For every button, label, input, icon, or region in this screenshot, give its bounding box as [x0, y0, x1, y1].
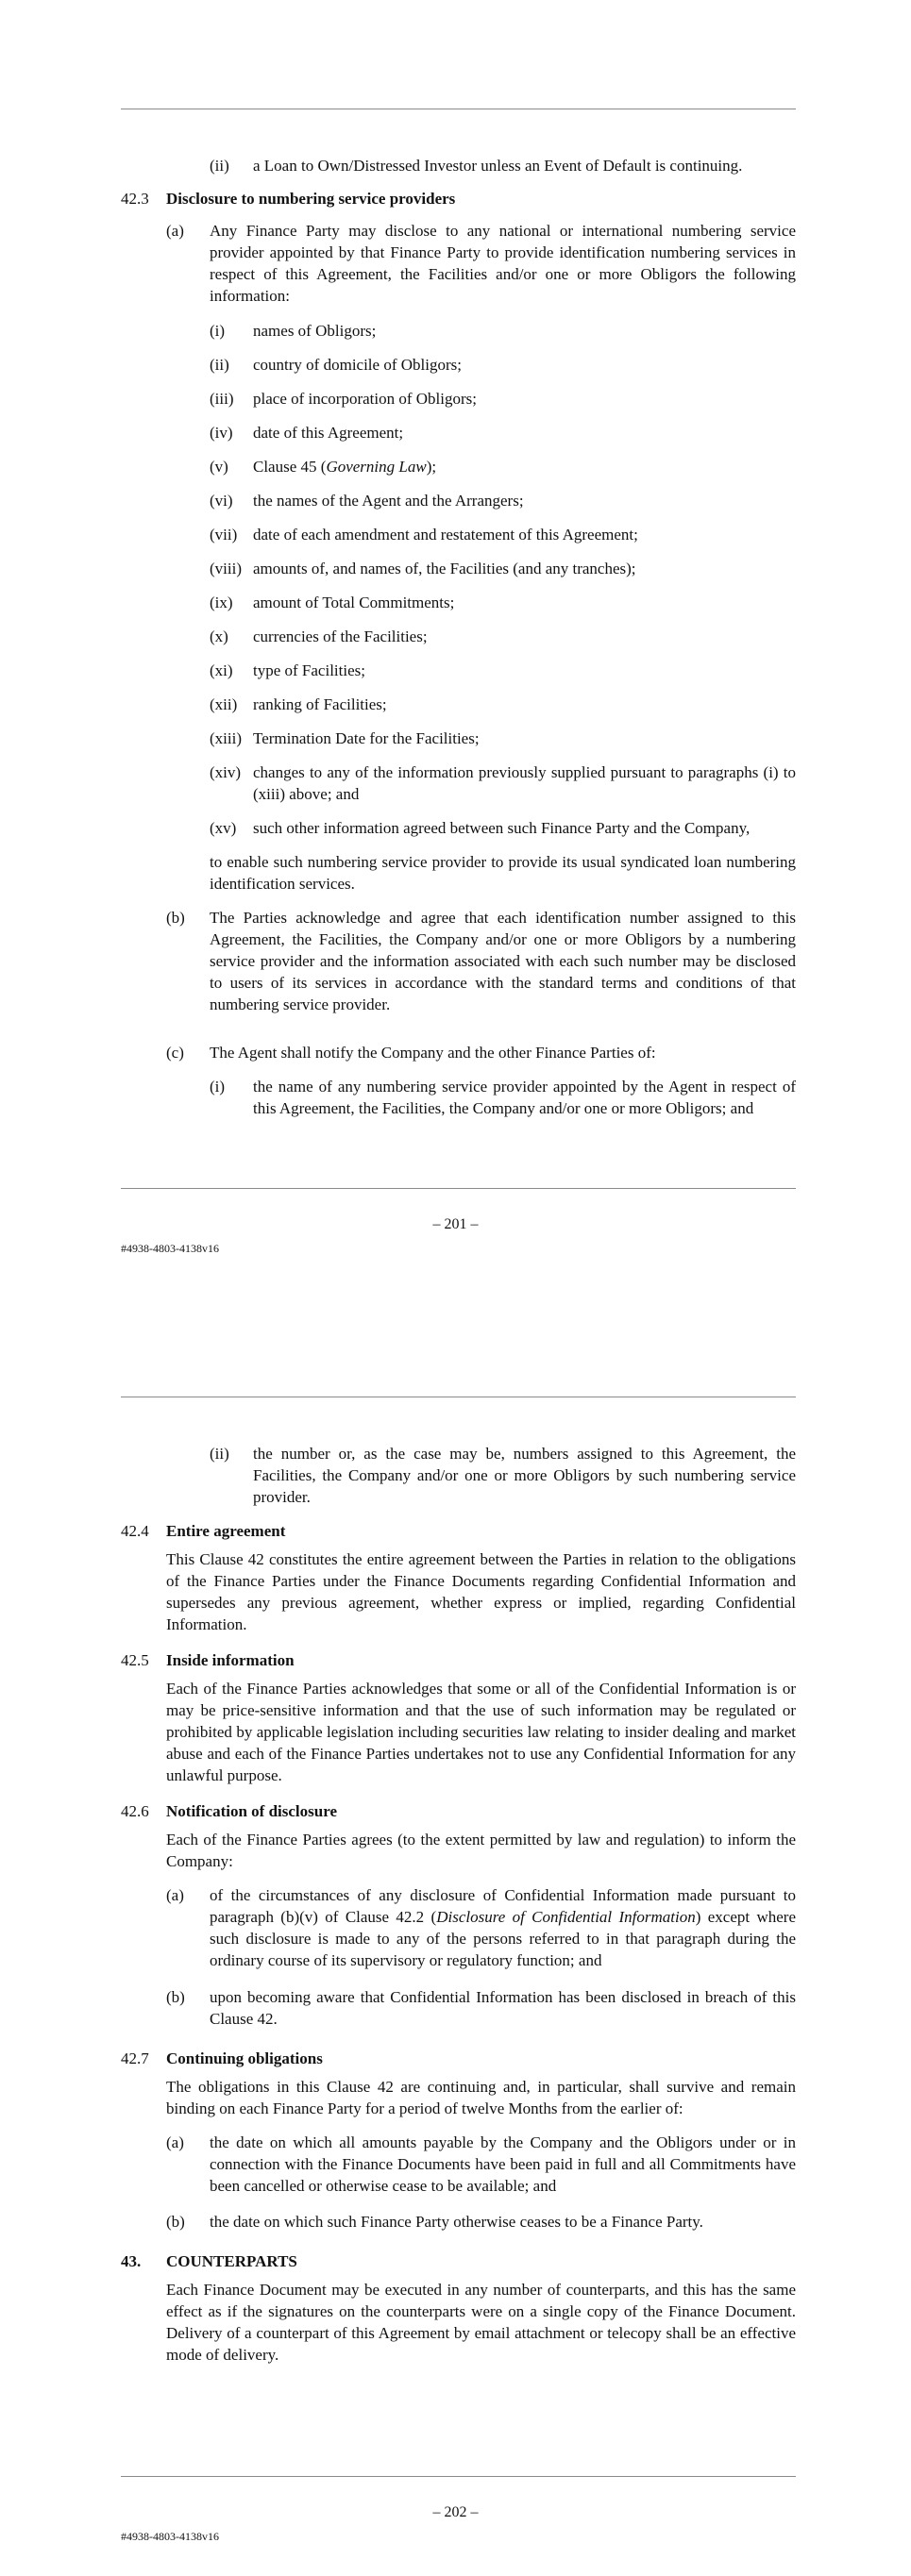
paragraph-text: of the circumstances of any disclosure of Confidential Information made pursuant to paragraph (b)(v) of Clause 42.2 (Disclosure of Confidential Information) except where such disclosure is made to any of the persons referred to in that paragraph during the ordinary course of its supervisory or regulatory function; and — [210, 1886, 796, 1969]
list-number: (xv) — [210, 819, 237, 837]
list-text: such other information agreed between such Finance Party and the Company, — [253, 819, 751, 837]
section-heading: Disclosure to numbering service providers — [166, 190, 456, 208]
section-number: 42.7 — [121, 2049, 149, 2067]
section-heading: Continuing obligations — [166, 2049, 323, 2067]
list-number: (ii) — [210, 157, 229, 175]
list-text: type of Facilities; — [253, 661, 365, 679]
paragraph-text: Any Finance Party may disclose to any national or international numbering service provider appointed by that Finance Party to provide identification numbering services in respect of this Agreement, the Facilities and/or one or more Obligors the following information: — [210, 222, 796, 305]
paragraph-text: The Agent shall notify the Company and the other Finance Parties of: — [210, 1044, 656, 1062]
section-number: 43. — [121, 2252, 142, 2270]
section-heading: Notification of disclosure — [166, 1802, 338, 1820]
list-text: amount of Total Commitments; — [253, 594, 455, 611]
list-text: a Loan to Own/Distressed Investor unless an Event of Default is continuing. — [253, 157, 743, 175]
list-text: amounts of, and names of, the Facilities (and any tranches); — [253, 560, 636, 577]
list-text: the name of any numbering service provider appointed by the Agent in respect of this Agreement, the Facilities, the Company and/or one or more Obligors; and — [253, 1078, 796, 1117]
list-number: (i) — [210, 1078, 226, 1096]
paragraph-number: (c) — [166, 1044, 184, 1062]
document-reference: #4938-4803-4138v16 — [121, 1242, 219, 1255]
paragraph-number: (b) — [166, 1988, 185, 2006]
list-number: (viii) — [210, 560, 242, 577]
section-heading: Entire agreement — [166, 1522, 286, 1540]
paragraph-number: (a) — [166, 1886, 184, 1904]
footer-rule — [121, 2476, 796, 2477]
paragraph-text: The Parties acknowledge and agree that each identification number assigned to this Agreement, the Facilities, the Company and/or one or more Obligors by a numbering service provider and the information associated with each such number may be disclosed to users of its services in accordance with the standard terms and conditions of that numbering service provider. — [210, 909, 796, 1013]
list-number: (iii) — [210, 390, 234, 408]
list-text: names of Obligors; — [253, 322, 377, 340]
list-number: (ii) — [210, 356, 229, 374]
list-number: (xiv) — [210, 763, 242, 781]
list-text: Clause 45 (Governing Law); — [253, 458, 437, 476]
list-text: the number or, as the case may be, numbers assigned to this Agreement, the Facilities, the Company and/or one or more Obligors by such numbering service provider. — [253, 1445, 796, 1506]
section-number: 42.3 — [121, 190, 149, 208]
paragraph-number: (b) — [166, 909, 185, 927]
section-heading: Inside information — [166, 1651, 295, 1669]
paragraph-text: the date on which all amounts payable by the Company and the Obligors under or in connection with the Finance Documents have been paid in full and all Commitments have been cancelled or otherwise cease to be available; and — [210, 2133, 796, 2195]
paragraph-text: Each of the Finance Parties acknowledges that some or all of the Confidential Information is or may be price-sensitive information and that the use of such information may be regulated or prohibited by applicable legislation including securities law relating to insider dealing and market abuse and each of the Finance Parties undertakes not to use any Confidential Information for any unlawful purpose. — [166, 1680, 796, 1784]
paragraph-number: (b) — [166, 2213, 185, 2231]
paragraph-text: This Clause 42 constitutes the entire agreement between the Parties in relation to the obligations of the Finance Parties under the Finance Documents regarding Confidential Information and supersedes any previous agreement, whether express or implied, regarding Confidential Information. — [166, 1550, 796, 1633]
paragraph-text: to enable such numbering service provider to provide its usual syndicated loan numbering identification services. — [210, 853, 796, 893]
paragraph-text: Each of the Finance Parties agrees (to the extent permitted by law and regulation) to inform the Company: — [166, 1831, 796, 1870]
list-number: (x) — [210, 627, 228, 645]
list-number: (xii) — [210, 695, 238, 713]
page-number: – 201 – — [432, 1216, 479, 1232]
section-heading: COUNTERPARTS — [166, 2252, 297, 2270]
list-number: (vi) — [210, 492, 233, 510]
list-number: (iv) — [210, 424, 233, 442]
section-number: 42.5 — [121, 1651, 149, 1669]
list-text: the names of the Agent and the Arrangers; — [253, 492, 524, 510]
list-number: (i) — [210, 322, 226, 340]
paragraph-text: Each Finance Document may be executed in any number of counterparts, and this has the same effect as if the signatures on the counterparts were on a single copy of the Finance Document. Delivery of a counterpart of this Agreement by email attachment or telecopy shall be an effective mode of delivery. — [166, 2281, 796, 2364]
paragraph-text: the date on which such Finance Party otherwise ceases to be a Finance Party. — [210, 2213, 703, 2231]
footer-rule — [121, 1188, 796, 1189]
list-text: changes to any of the information previously supplied pursuant to paragraphs (i) to (xiii) above; and — [253, 763, 796, 803]
list-text: date of this Agreement; — [253, 424, 404, 442]
section-number: 42.6 — [121, 1802, 149, 1820]
list-number: (vii) — [210, 526, 238, 544]
list-text: date of each amendment and restatement of this Agreement; — [253, 526, 638, 544]
page-number: – 202 – — [432, 2504, 479, 2520]
list-number: (ix) — [210, 594, 233, 611]
list-number: (ii) — [210, 1445, 229, 1463]
paragraph-number: (a) — [166, 222, 184, 240]
list-number: (v) — [210, 458, 228, 476]
list-number: (xi) — [210, 661, 233, 679]
list-text: country of domicile of Obligors; — [253, 356, 462, 374]
list-text: currencies of the Facilities; — [253, 627, 428, 645]
list-text: ranking of Facilities; — [253, 695, 387, 713]
document-reference: #4938-4803-4138v16 — [121, 2530, 219, 2543]
list-text: Termination Date for the Facilities; — [253, 729, 480, 747]
list-text: place of incorporation of Obligors; — [253, 390, 477, 408]
section-number: 42.4 — [121, 1522, 149, 1540]
page-202 — [0, 1288, 911, 2576]
paragraph-text: The obligations in this Clause 42 are continuing and, in particular, shall survive and remain binding on each Finance Party for a period of twelve Months from the earlier of: — [166, 2078, 796, 2117]
paragraph-text: upon becoming aware that Confidential Information has been disclosed in breach of this Clause 42. — [210, 1988, 796, 2028]
list-number: (xiii) — [210, 729, 242, 747]
paragraph-number: (a) — [166, 2133, 184, 2151]
